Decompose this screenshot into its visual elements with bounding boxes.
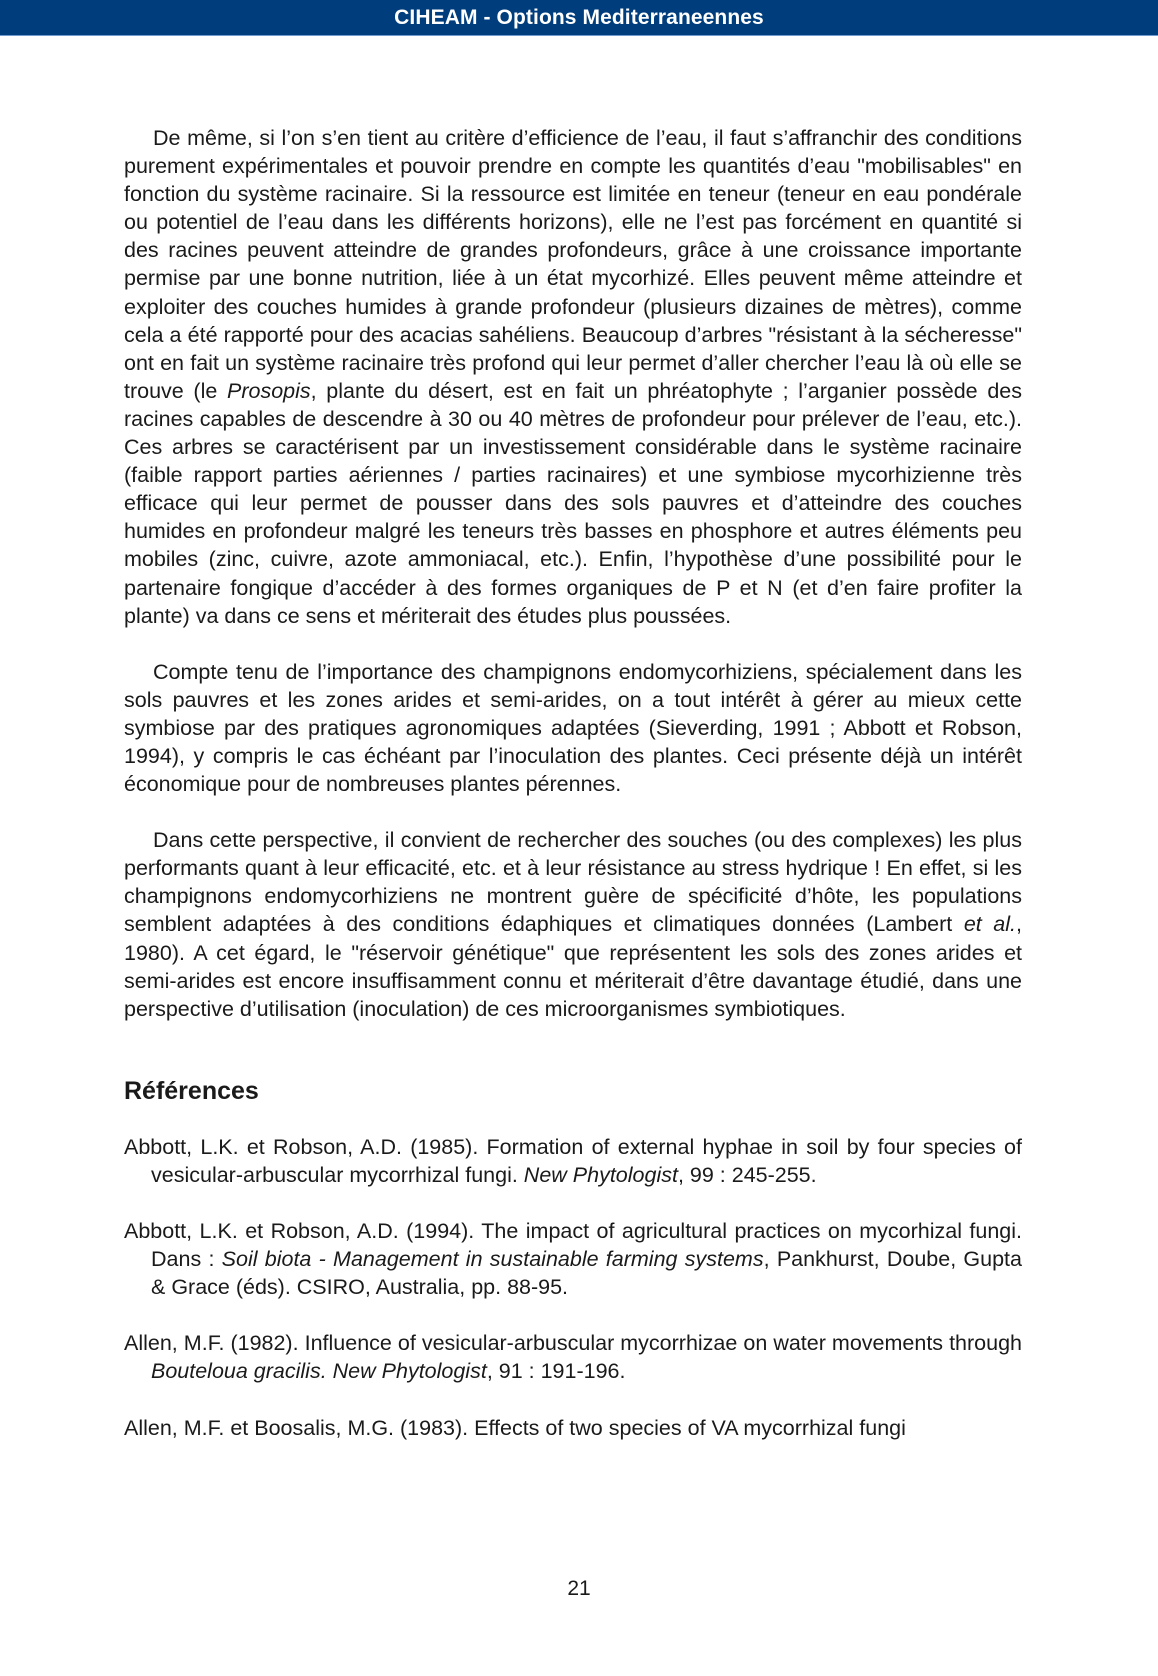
reference-item: Allen, M.F. et Boosalis, M.G. (1983). Effects of two species of VA mycorrhizal fungi xyxy=(124,1415,906,1440)
page-number: 21 xyxy=(567,1577,591,1600)
paragraph-water-efficiency: De même, si l’on s’en tient au critère d’efficience de l’eau, il faut s’affranchir des conditions purement expérimentales et pouvoir prendre en compte les quantités d’eau "mobilisables" en fonction du système racinaire. Si la ressource est limitée en teneur (teneur en eau pondérale ou potentiel de l’eau dans les différents horizons), elle ne l’est pas forcément en quantité si des racines peuvent atteindre de grandes profondeurs, grâce à une croissance importante permise par une bonne nutrition, liée à un état mycorhizé. Elles peuvent même atteindre et exploiter des couches humides à grande profondeur (plusieurs dizaines de mètres), comme cela a été rapporté pour des acacias sahéliens. Beaucoup d’arbres "résistant à la sécheresse" ont en fait un système racinaire très profond qui leur permet d’aller chercher l’eau là où elle se trouve (le Prosopis, plante du désert, est en fait un phréatophyte ; l’arganier possède des racines capables de descendre à 30 ou 40 mètres de profondeur pour prélever de l’eau, etc.). Ces arbres se caractérisent par un investissement considérable dans le système racinaire (faible rapport parties aériennes / parties racinaires) et une symbiose mycorhizienne très efficace qui leur permet de pousser dans des sols pauvres et d’atteindre des couches humides en profondeur malgré les teneurs très basses en phosphore et autres éléments peu mobiles (zinc, cuivre, azote ammoniacal, etc.). Enfin, l’hypothèse d’une possibilité pour le partenaire fongique d’accéder à des formes organiques de P et N (et d’en faire profiter la plante) va dans ce sens et mériterait des études plus poussées. xyxy=(124,126,1022,628)
italic-et-al: et al. xyxy=(963,912,1016,937)
reference-item: Abbott, L.K. et Robson, A.D. (1985). Formation of external hyphae in soil by four species of vesicular-arbuscular mycorrhizal fungi. New Phytologist, 99 : 245-255. xyxy=(124,1134,1022,1187)
page-body xyxy=(124,124,1022,1470)
paragraph-endomycorrhizal-management: Compte tenu de l’importance des champignons endomycorhiziens, spécialement dans les sols pauvres et les zones arides et semi-arides, on a tout intérêt à gérer au mieux cette symbiose par des pratiques agronomiques adaptées (Sieverding, 1991 ; Abbott et Robson, 1994), y compris le cas échéant par l’inoculation des plantes. Ceci présente déjà un intérêt économique pour de nombreuses plantes pérennes. xyxy=(124,659,1022,797)
reference-item: Allen, M.F. (1982). Influence of vesicular-arbuscular mycorrhizae on water movements through Bouteloua gracilis. New Phytologist, 91 : 191-196. xyxy=(124,1331,1022,1384)
italic-taxon: Prosopis xyxy=(227,378,311,403)
reference-item: Abbott, L.K. et Robson, A.D. (1994). The impact of agricultural practices on mycorhizal fungi. Dans : Soil biota - Management in sustainable farming systems, Pankhurst, Doube, Gupta & Grace (éds). CSIRO, Australia, pp. 88-95. xyxy=(124,1219,1022,1300)
paragraph-strain-selection: Dans cette perspective, il convient de rechercher des souches (ou des complexes) les plus performants quant à leur efficacité, etc. et à leur résistance au stress hydrique ! En effet, si les champignons endomycorhiziens ne montrent guère de spécificité d’hôte, les populations semblent adaptées à des conditions édaphiques et climatiques données (Lambert et al., 1980). A cet égard, le "réservoir génétique" que représentent les sols des zones arides et semi-arides est encore insuffisamment connu et mériterait d’être davantage étudié, dans une perspective d’utilisation (inoculation) de ces microorganismes symbiotiques. xyxy=(124,828,1022,1021)
references-heading: Références xyxy=(124,1076,259,1105)
journal-header-bar xyxy=(0,0,1158,36)
journal-title: CIHEAM - Options Mediterraneennes xyxy=(394,5,764,29)
